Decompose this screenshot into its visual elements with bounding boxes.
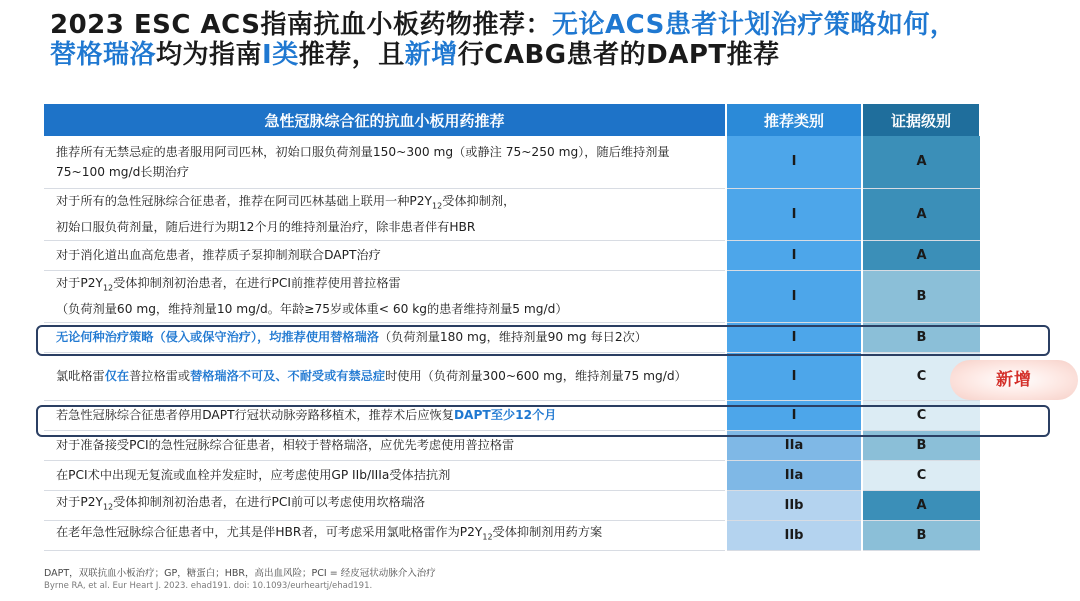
recommendation-class-cell: IIa	[726, 430, 862, 460]
footnote-reference: Byrne RA, et al. Eur Heart J. 2023. ehad191. doi: 10.1093/eurheartj/ehad191.	[44, 581, 373, 591]
evidence-level-cell: C	[862, 460, 980, 490]
header-evidence: 证据级别	[862, 104, 980, 136]
text-segment: 在老年急性冠脉综合征患者中，尤其是伴HBR者，可考虑采用氯吡格雷作为P2Y	[56, 525, 483, 540]
recommendation-table	[44, 104, 981, 551]
recommendation-text	[44, 240, 726, 270]
text-segment: （负荷剂量180 mg，维持剂量90 mg 每日2次）	[378, 330, 647, 344]
table-row	[44, 322, 980, 352]
title-text: 推荐，且	[298, 40, 405, 70]
recommendation-class-cell: IIb	[726, 490, 862, 520]
recommendation-text	[44, 188, 726, 240]
evidence-level-cell: B	[862, 430, 980, 460]
title-highlight: 无论ACS患者计划治疗策略如何，	[551, 10, 957, 40]
evidence-level-cell: B	[862, 520, 980, 550]
recommendation-text	[44, 430, 726, 460]
emphasis-text: 替格瑞洛不可及、不耐受或有禁忌症	[190, 369, 386, 383]
subscript: 12	[102, 283, 114, 293]
title-text: 行CABG患者的DAPT推荐	[457, 40, 780, 70]
text-segment: 受体抑制剂初治患者，在进行PCI前推荐使用普拉格雷	[113, 276, 401, 291]
table-row	[44, 136, 980, 188]
slide-title	[50, 10, 1060, 70]
recommendation-class-cell: I	[726, 188, 862, 240]
recommendation-class-cell: I	[726, 240, 862, 270]
text-segment: 普拉格雷或	[129, 369, 191, 383]
title-text: 均为指南	[156, 40, 263, 70]
table-row	[44, 240, 980, 270]
evidence-level-cell: B	[862, 322, 980, 352]
text-segment: 初始口服负荷剂量，随后进行为期12个月的维持剂量治疗，除非患者伴有HBR	[56, 219, 476, 234]
title-highlight: I类	[262, 40, 299, 70]
table-row	[44, 270, 980, 322]
recommendation-text	[44, 490, 726, 520]
recommendation-text	[44, 520, 726, 550]
table-header-row	[44, 104, 980, 136]
text-segment: 在PCI术中出现无复流或血栓并发症时，应考虑使用GP IIb/IIIa受体拮抗剂	[56, 468, 451, 482]
title-highlight: 新增	[404, 40, 458, 70]
subscript: 12	[432, 201, 443, 211]
footnote	[44, 568, 436, 592]
recommendation-text	[44, 352, 726, 400]
table-row	[44, 188, 980, 240]
header-recommendation: 急性冠脉综合征的抗血小板用药推荐	[44, 104, 726, 136]
header-class: 推荐类别	[726, 104, 862, 136]
recommendation-class-cell: I	[726, 352, 862, 400]
recommendation-class-cell: IIb	[726, 520, 862, 550]
subscript: 12	[482, 532, 493, 542]
table-row	[44, 520, 980, 550]
recommendation-text	[44, 322, 726, 352]
title-highlight: 替格瑞洛	[50, 40, 157, 70]
recommendation-class-cell: I	[726, 322, 862, 352]
table-body	[44, 136, 980, 550]
subscript: 12	[102, 502, 114, 512]
recommendation-class-cell: I	[726, 136, 862, 188]
recommendation-text	[44, 136, 726, 188]
text-segment: （负荷剂量60 mg，维持剂量10 mg/d。年龄≥75岁或体重< 60 kg的患者维持剂量5 mg/d）	[56, 301, 568, 316]
title-line-2	[50, 40, 1060, 70]
text-segment: 推荐所有无禁忌症的患者服用阿司匹林，初始口服负荷剂量150~300 mg（或静注 75~250 mg），随后维持剂量75~100 mg/d长期治疗	[56, 144, 670, 179]
text-segment: 受体抑制剂初治患者，在进行PCI前可以考虑使用坎格瑞洛	[113, 495, 426, 510]
emphasis-text: 仅在	[104, 369, 130, 383]
recommendation-class-cell: IIa	[726, 460, 862, 490]
evidence-level-cell: C	[862, 352, 980, 400]
evidence-level-cell: A	[862, 240, 980, 270]
text-segment: 若急性冠脉综合征患者停用DAPT行冠状动脉旁路移植术，推荐术后应恢复	[56, 408, 454, 422]
title-text: 2023 ESC ACS指南抗血小板药物推荐：	[50, 10, 552, 40]
footnote-abbreviations: DAPT，双联抗血小板治疗；GP，糖蛋白；HBR，高出血风险；PCI = 经皮冠状动脉介入治疗	[44, 568, 436, 579]
evidence-level-cell: B	[862, 270, 980, 322]
text-segment: 受体抑制剂，	[442, 194, 516, 209]
evidence-level-cell: A	[862, 188, 980, 240]
text-segment: 对于消化道出血高危患者，推荐质子泵抑制剂联合DAPT治疗	[56, 248, 381, 262]
recommendation-text	[44, 400, 726, 430]
text-segment: 对于准备接受PCI的急性冠脉综合征患者，相较于替格瑞洛，应优先考虑使用普拉格雷	[56, 438, 515, 452]
text-segment: 时使用（负荷剂量300~600 mg，维持剂量75 mg/d）	[385, 369, 687, 383]
text-segment: 对于P2Y	[56, 276, 103, 291]
table-row	[44, 400, 980, 430]
recommendation-text	[44, 270, 726, 322]
evidence-level-cell: C	[862, 400, 980, 430]
evidence-level-cell: A	[862, 490, 980, 520]
table-row	[44, 352, 980, 400]
text-segment: 对于所有的急性冠脉综合征患者，推荐在阿司匹林基础上联用一种P2Y	[56, 194, 432, 209]
recommendation-class-cell: I	[726, 400, 862, 430]
text-segment: 对于P2Y	[56, 495, 103, 510]
table-row	[44, 490, 980, 520]
recommendation-text	[44, 460, 726, 490]
text-segment: 受体抑制剂用药方案	[492, 525, 603, 540]
evidence-level-cell: A	[862, 136, 980, 188]
recommendation-class-cell: I	[726, 270, 862, 322]
table-row	[44, 460, 980, 490]
table-row	[44, 430, 980, 460]
title-line-1	[50, 10, 1060, 40]
new-badge: 新增	[950, 360, 1078, 400]
text-segment: 氯吡格雷	[56, 369, 105, 383]
emphasis-text: 无论何种治疗策略（侵入或保守治疗），均推荐使用替格瑞洛	[56, 330, 379, 344]
emphasis-text: DAPT至少12个月	[453, 408, 557, 422]
